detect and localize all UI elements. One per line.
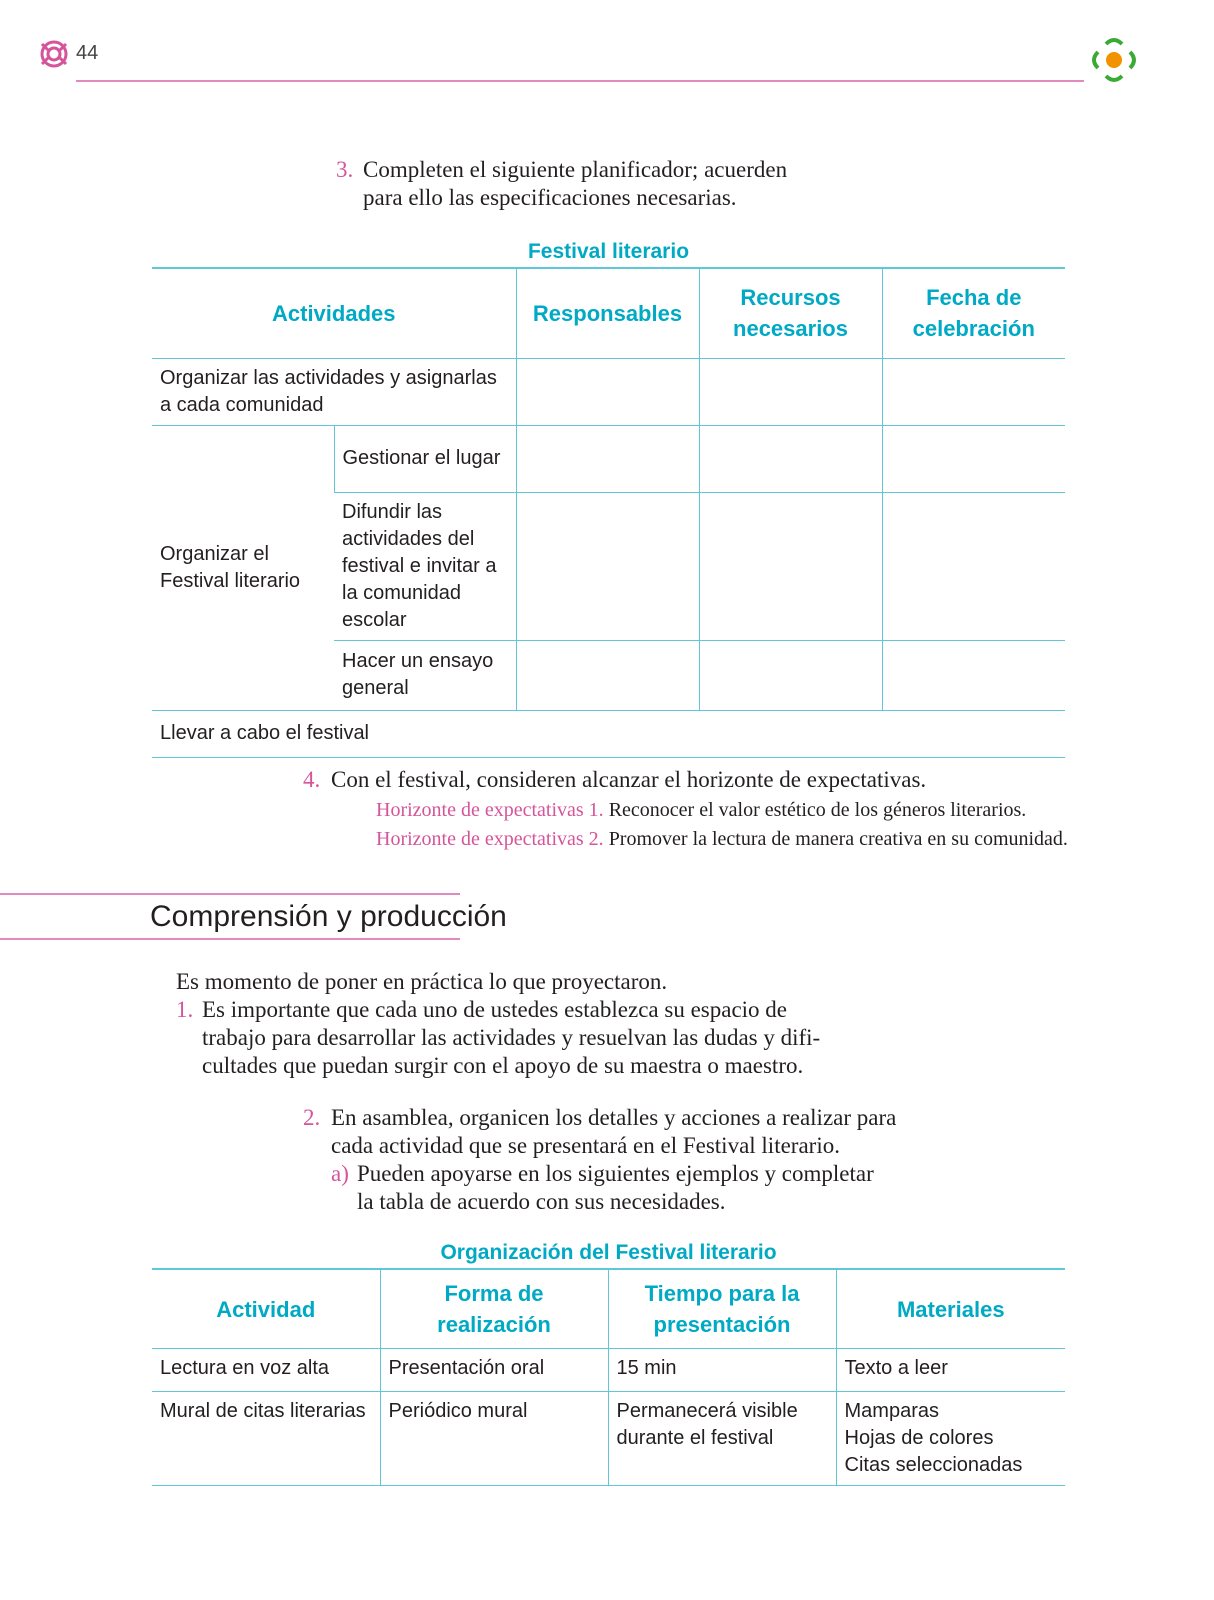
table-cell: Gestionar el lugar (334, 425, 516, 492)
empty-cell[interactable] (699, 358, 882, 425)
question-text-line: Completen el siguiente planificador; acuerden (363, 157, 788, 182)
empty-cell[interactable] (699, 640, 882, 710)
table-cell: Periódico mural (380, 1392, 608, 1486)
empty-cell[interactable] (882, 640, 1065, 710)
table-title: Organización del Festival literario (440, 1241, 777, 1264)
table-title: Festival literario (527, 240, 690, 263)
table-cell: Mural de citas literarias (152, 1392, 380, 1486)
materials-cell (836, 1392, 1065, 1486)
section-rule (0, 893, 460, 895)
table-cell: Lectura en voz alta (152, 1349, 380, 1392)
table-cell: Organizar las actividades y asignarlas a cada comunidad (152, 358, 516, 425)
material-item: Citas seleccionadas (844, 1454, 1023, 1476)
column-header: Fecha de celebración (882, 268, 1065, 358)
table-cell: Permanecerá visible durante el festival (608, 1392, 836, 1486)
item-text-line: cada actividad que se presentará en el Festival literario. (331, 1133, 840, 1158)
table-cell: Presentación oral (380, 1349, 608, 1392)
section-title: Comprensión y producción (150, 900, 507, 933)
question-number: 3. (336, 157, 354, 182)
flower-ornament-icon (40, 40, 68, 68)
empty-cell[interactable] (699, 492, 882, 640)
question-3 (336, 156, 787, 212)
column-header: Materiales (836, 1269, 1065, 1349)
item-text-line: Es importante que cada uno de ustedes establezca su espacio de (202, 997, 787, 1022)
expectations-list (376, 796, 1068, 854)
circular-logo-icon (1088, 34, 1140, 86)
question-number: 4. (303, 767, 321, 792)
expectation-text: Promover la lectura de manera creativa en su comunidad. (608, 828, 1068, 850)
organization-table (152, 1268, 1065, 1486)
empty-cell[interactable] (882, 425, 1065, 492)
header-rule (76, 80, 1084, 82)
question-text-line: para ello las especificaciones necesarias. (363, 185, 737, 210)
subitem-label: a) (331, 1161, 349, 1186)
column-header: Responsables (516, 268, 699, 358)
item-2 (303, 1104, 896, 1216)
planner-table (152, 267, 1065, 758)
column-header: Actividades (152, 268, 516, 358)
table-cell: Organizar el Festival literario (152, 425, 334, 710)
empty-cell[interactable] (516, 640, 699, 710)
empty-cell[interactable] (882, 358, 1065, 425)
item-number: 1. (176, 997, 194, 1022)
material-item: Hojas de colores (844, 1427, 994, 1449)
expectation-text: Reconocer el valor estético de los géneros literarios. (608, 799, 1027, 821)
item-1 (176, 996, 824, 1080)
item-number: 2. (303, 1105, 321, 1130)
item-text-line: En asamblea, organicen los detalles y acciones a realizar para (331, 1105, 897, 1130)
material-item: Mamparas (844, 1400, 939, 1422)
empty-cell[interactable] (516, 425, 699, 492)
column-header: Tiempo para la presentación (608, 1269, 836, 1349)
table-cell: Llevar a cabo el festival (152, 710, 1065, 757)
item-text-line: trabajo para desarrollar las actividades y resuelvan las dudas y difi- (202, 1025, 821, 1050)
question-text: Con el festival, consideren alcanzar el horizonte de expectativas. (331, 767, 927, 792)
table-cell: 15 min (608, 1349, 836, 1392)
expectation-label: Horizonte de expectativas 2. (376, 828, 604, 850)
column-header: Forma de realización (380, 1269, 608, 1349)
table-cell: Texto a leer (836, 1349, 1065, 1392)
column-header: Recursos necesarios (699, 268, 882, 358)
intro-text: Es momento de poner en práctica lo que proyectaron. (176, 969, 668, 994)
section-rule (0, 938, 460, 940)
item-text-line: la tabla de acuerdo con sus necesidades. (357, 1189, 726, 1214)
item-text-line: Pueden apoyarse en los siguientes ejemplos y completar (357, 1161, 874, 1186)
empty-cell[interactable] (516, 358, 699, 425)
column-header: Actividad (152, 1269, 380, 1349)
expectation-label: Horizonte de expectativas 1. (376, 799, 604, 821)
empty-cell[interactable] (882, 492, 1065, 640)
table-cell: Hacer un ensayo general (334, 640, 516, 710)
page-number: 44 (76, 42, 99, 64)
empty-cell[interactable] (516, 492, 699, 640)
table-cell: Difundir las actividades del festival e invitar a la comunidad escolar (334, 492, 516, 640)
empty-cell[interactable] (699, 425, 882, 492)
question-4 (303, 766, 926, 794)
item-text-line: cultades que puedan surgir con el apoyo de su maestra o maestro. (202, 1053, 804, 1078)
